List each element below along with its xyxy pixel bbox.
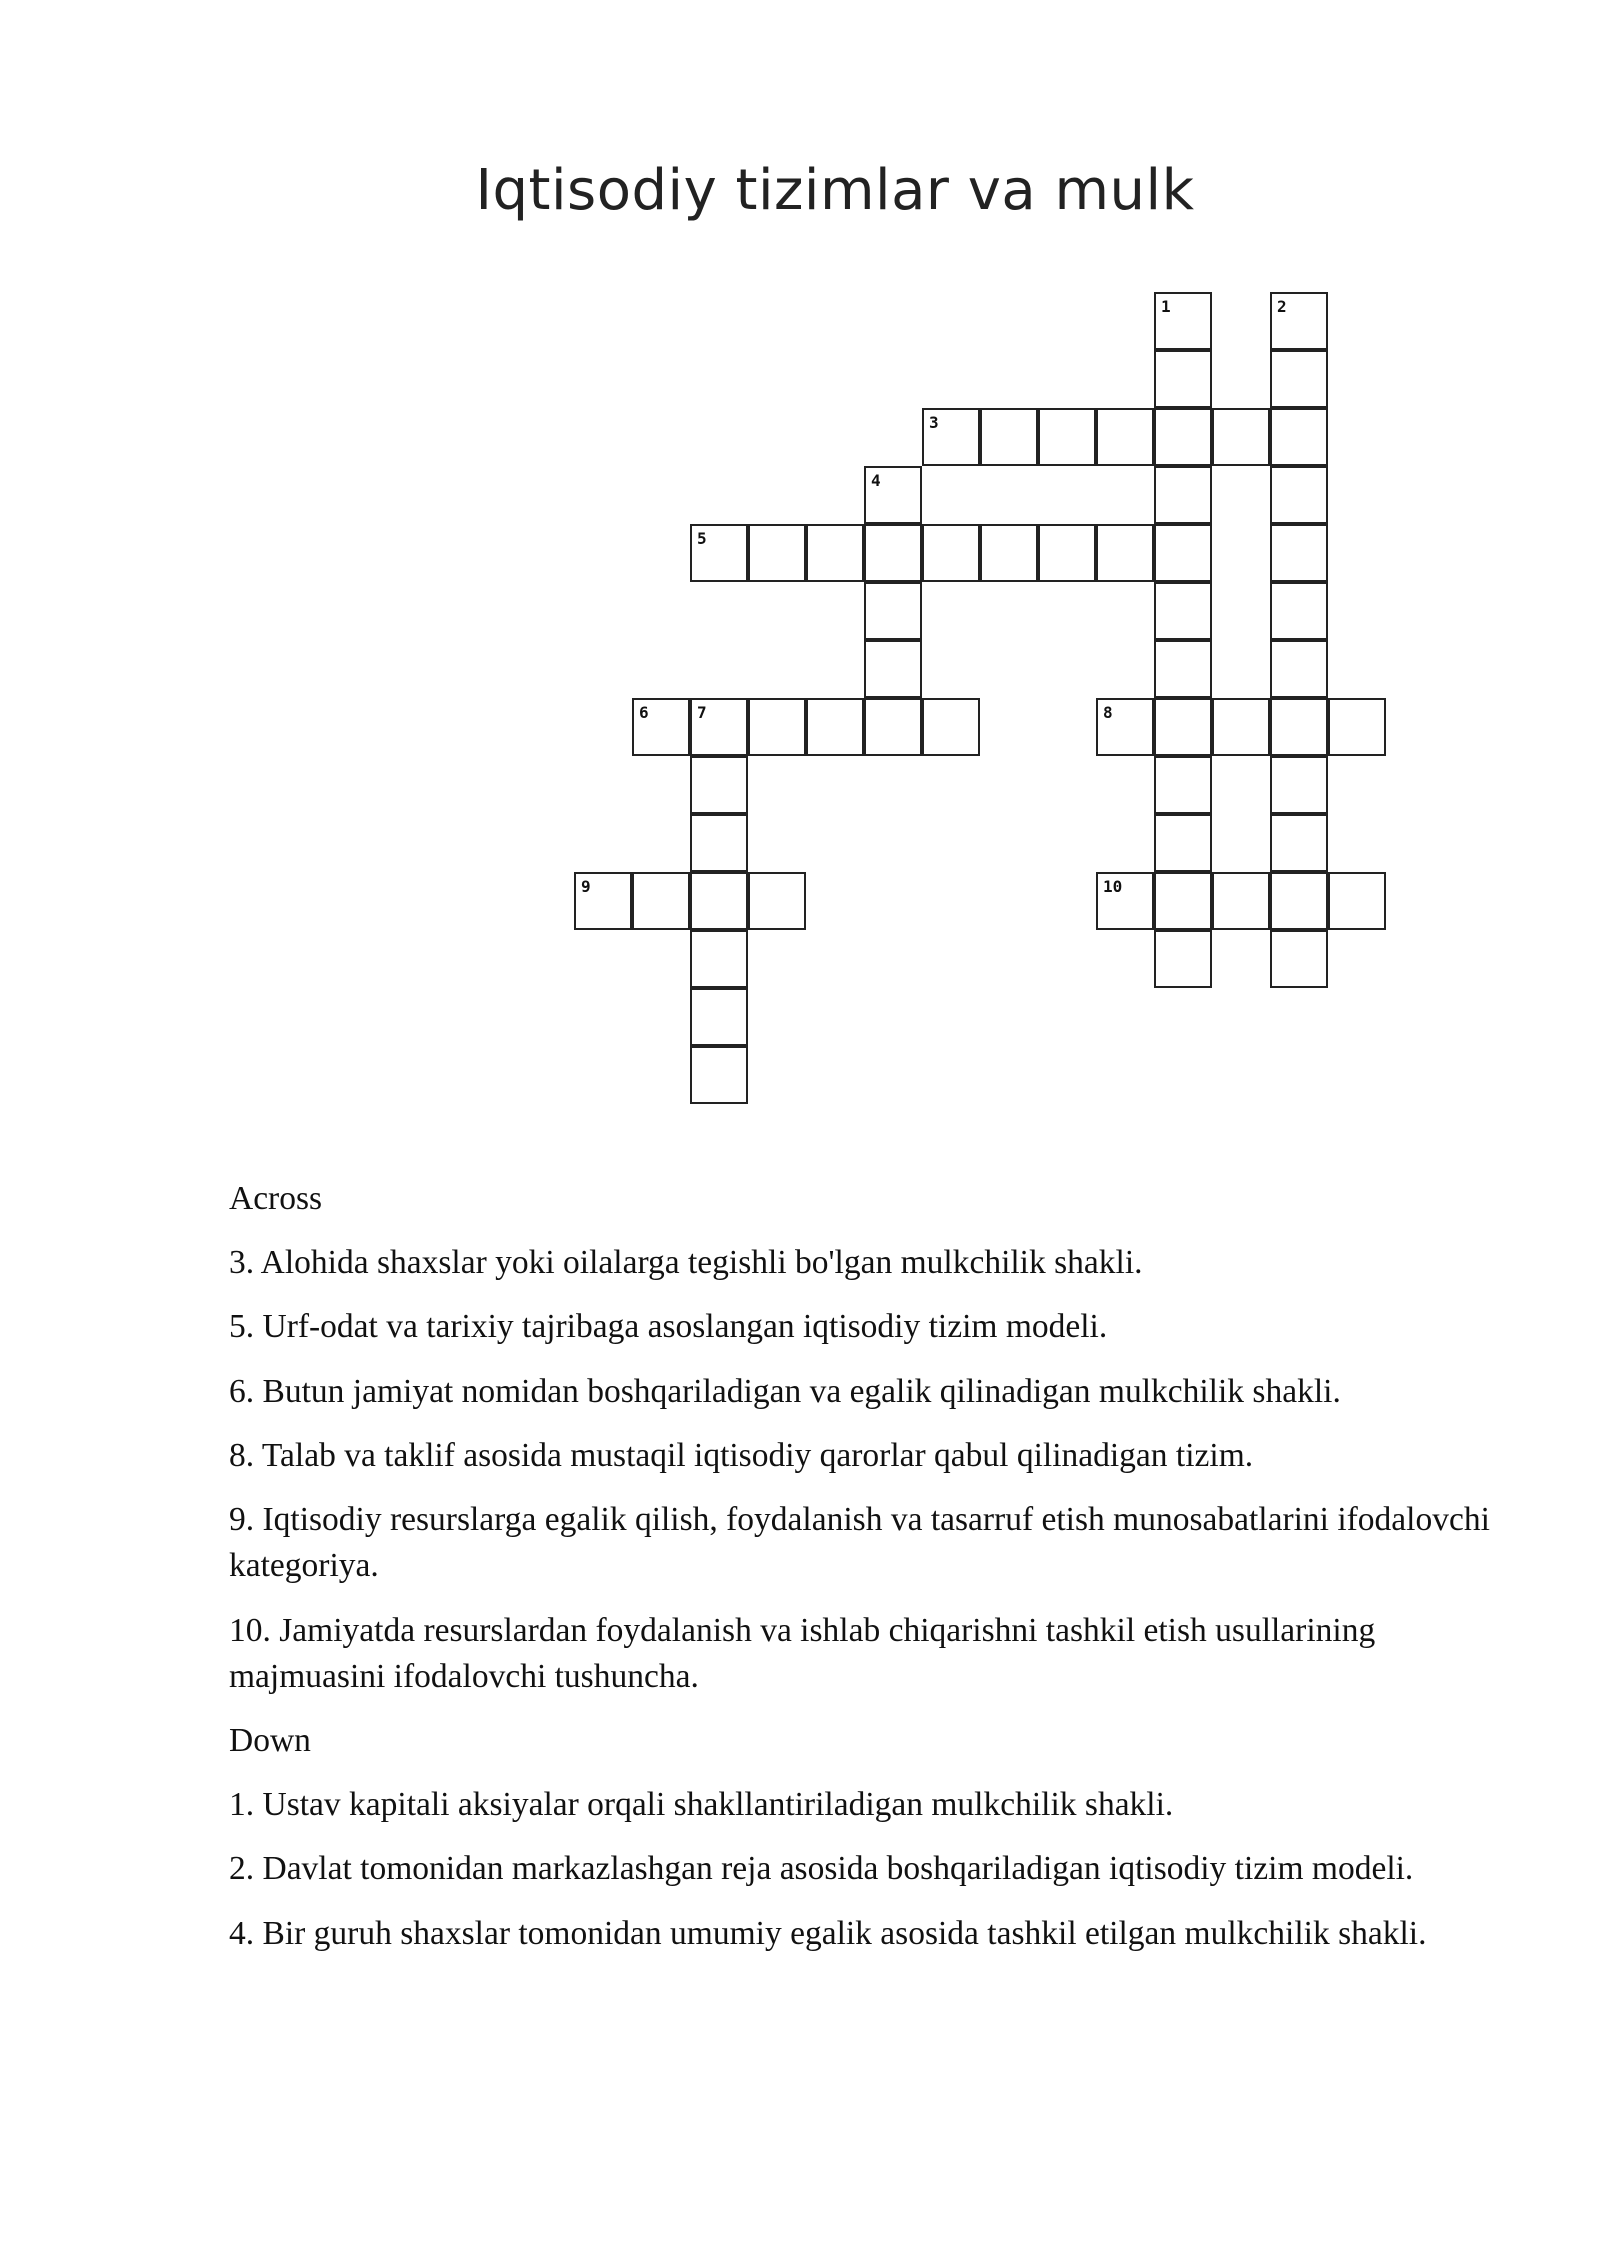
crossword-cell[interactable] [806, 698, 864, 756]
crossword-cell[interactable] [1270, 466, 1328, 524]
clue-number: 1 [1161, 297, 1171, 316]
clue-number: 3 [929, 413, 939, 432]
down-clue: 2. Davlat tomonidan markazlashgan reja asosida boshqariladigan iqtisodiy tizim modeli. [229, 1850, 1414, 1888]
crossword-cell[interactable] [1270, 582, 1328, 640]
clue-number: 2 [1277, 297, 1287, 316]
crossword-cell[interactable] [690, 1046, 748, 1104]
crossword-cell[interactable] [748, 524, 806, 582]
across-clue: 8. Talab va taklif asosida mustaqil iqtisodiy qarorlar qabul qilinadigan tizim. [229, 1436, 1254, 1474]
crossword-grid [0, 0, 1600, 1120]
crossword-cell[interactable] [1096, 524, 1154, 582]
crossword-cell[interactable] [1270, 408, 1328, 466]
across-clue: 5. Urf-odat va tarixiy tajribaga asoslangan iqtisodiy tizim modeli. [229, 1308, 1108, 1346]
crossword-cell[interactable] [980, 524, 1038, 582]
crossword-cell[interactable] [1154, 524, 1212, 582]
crossword-cell[interactable] [1154, 872, 1212, 930]
down-heading: Down [229, 1721, 311, 1759]
crossword-cell[interactable] [1154, 582, 1212, 640]
across-clue: 6. Butun jamiyat nomidan boshqariladigan va egalik qilinadigan mulkchilik shakli. [229, 1372, 1341, 1410]
clue-number: 8 [1103, 703, 1113, 722]
crossword-cell[interactable] [864, 698, 922, 756]
crossword-cell[interactable] [1154, 930, 1212, 988]
crossword-cell[interactable] [690, 698, 748, 756]
clue-number: 10 [1103, 877, 1123, 896]
crossword-cell[interactable] [864, 640, 922, 698]
crossword-cell[interactable] [1096, 872, 1154, 930]
crossword-cell[interactable] [1270, 930, 1328, 988]
across-clue: 10. Jamiyatda resurslardan foydalanish va ishlab chiqarishni tashkil etish usullarining majmuasini ifodalovchi tushuncha. [229, 1611, 1376, 1695]
crossword-cell[interactable] [922, 698, 980, 756]
crossword-cell[interactable] [1328, 698, 1386, 756]
crossword-cell[interactable] [1270, 524, 1328, 582]
crossword-cell[interactable] [1270, 756, 1328, 814]
crossword-cell[interactable] [922, 524, 980, 582]
crossword-cell[interactable] [806, 524, 864, 582]
crossword-cell[interactable] [864, 582, 922, 640]
crossword-cell[interactable] [690, 756, 748, 814]
crossword-cell[interactable] [1212, 872, 1270, 930]
crossword-cell[interactable] [1096, 698, 1154, 756]
crossword-cell[interactable] [690, 814, 748, 872]
clue-number: 5 [697, 529, 707, 548]
crossword-cell[interactable] [1038, 524, 1096, 582]
crossword-cell[interactable] [922, 408, 980, 466]
crossword-cell[interactable] [864, 466, 922, 524]
crossword-cell[interactable] [690, 988, 748, 1046]
crossword-cell[interactable] [1154, 466, 1212, 524]
crossword-cell[interactable] [864, 524, 922, 582]
page-title: Iqtisodiy tizimlar va mulk [475, 158, 1195, 223]
crossword-cell[interactable] [690, 872, 748, 930]
crossword-cell[interactable] [1270, 292, 1328, 350]
crossword-cell[interactable] [690, 930, 748, 988]
crossword-cell[interactable] [1212, 408, 1270, 466]
across-clue: 9. Iqtisodiy resurslarga egalik qilish, foydalanish va tasarruf etish munosabatlarini ifodalovchi kategoriya. [229, 1501, 1490, 1585]
crossword-cell[interactable] [748, 872, 806, 930]
crossword-cell[interactable] [980, 408, 1038, 466]
across-clue: 3. Alohida shaxslar yoki oilalarga tegishli bo'lgan mulkchilik shakli. [229, 1244, 1143, 1282]
crossword-cell[interactable] [632, 698, 690, 756]
crossword-cell[interactable] [1154, 814, 1212, 872]
crossword-cell[interactable] [1270, 350, 1328, 408]
crossword-cell[interactable] [690, 524, 748, 582]
clue-number: 4 [871, 471, 881, 490]
down-clue: 1. Ustav kapitali aksiyalar orqali shakllantiriladigan mulkchilik shakli. [229, 1786, 1174, 1824]
crossword-cell[interactable] [1154, 292, 1212, 350]
crossword-cell[interactable] [1270, 814, 1328, 872]
down-clue: 4. Bir guruh shaxslar tomonidan umumiy egalik asosida tashkil etilgan mulkchilik shakli. [229, 1914, 1427, 1952]
crossword-cell[interactable] [1328, 872, 1386, 930]
clue-number: 6 [639, 703, 649, 722]
crossword-cell[interactable] [1154, 756, 1212, 814]
crossword-cell[interactable] [1038, 408, 1096, 466]
crossword-cell[interactable] [574, 872, 632, 930]
crossword-cell[interactable] [1154, 698, 1212, 756]
crossword-cell[interactable] [748, 698, 806, 756]
clues-section [229, 1176, 1529, 1975]
crossword-cell[interactable] [1270, 698, 1328, 756]
clue-number: 9 [581, 877, 591, 896]
crossword-cell[interactable] [632, 872, 690, 930]
down-clue-list [229, 1782, 1529, 1957]
crossword-cell[interactable] [1154, 350, 1212, 408]
clue-number: 7 [697, 703, 707, 722]
crossword-cell[interactable] [1154, 408, 1212, 466]
crossword-cell[interactable] [1096, 408, 1154, 466]
crossword-cell[interactable] [1212, 698, 1270, 756]
across-clue-list [229, 1240, 1529, 1700]
crossword-cell[interactable] [1154, 640, 1212, 698]
across-heading: Across [229, 1180, 323, 1217]
crossword-cell[interactable] [1270, 872, 1328, 930]
crossword-cell[interactable] [1270, 640, 1328, 698]
